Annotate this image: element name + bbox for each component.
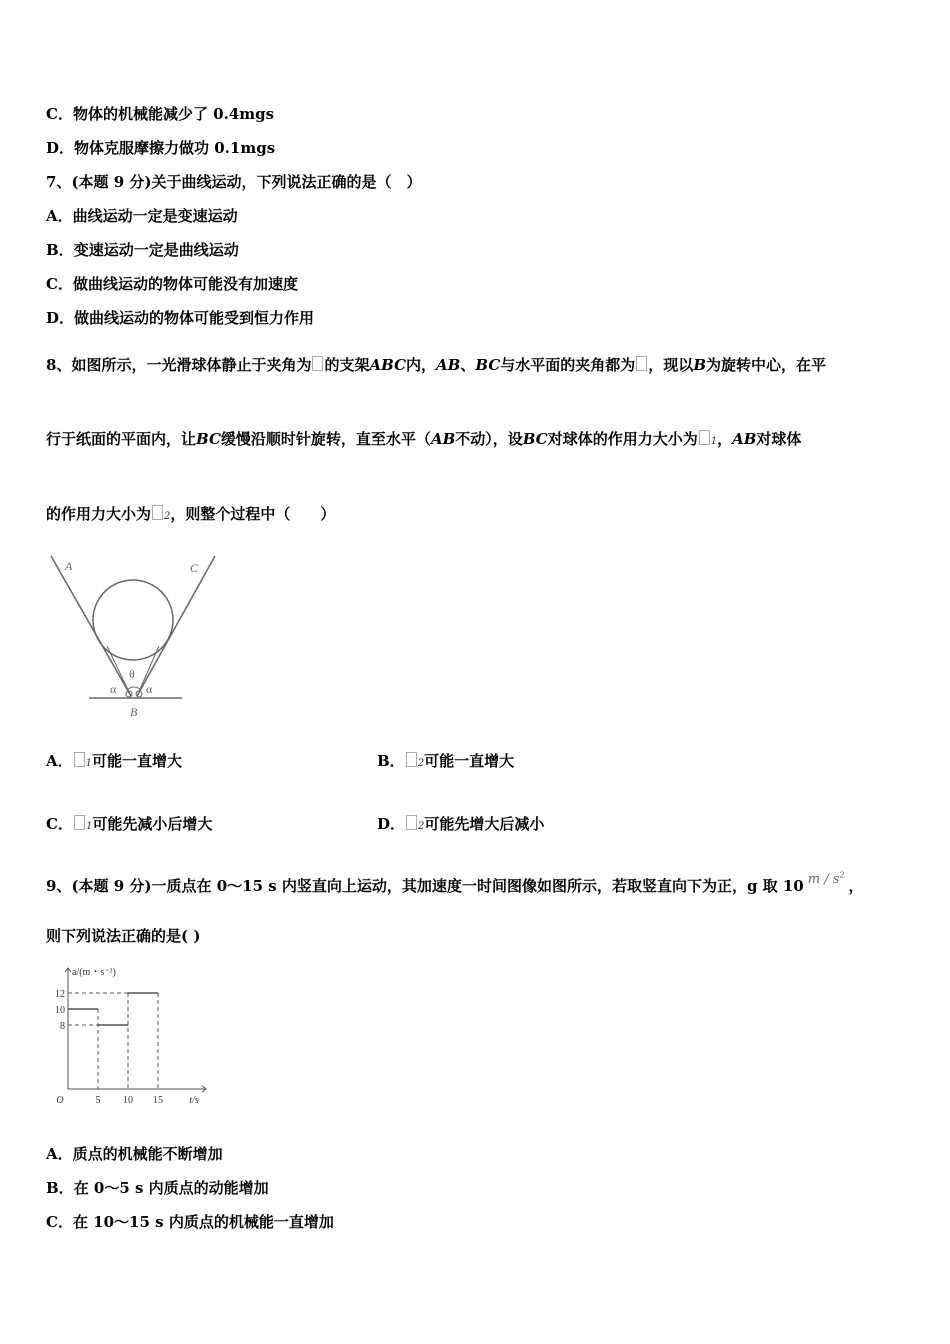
q7-stem: 7、(本题 9 分)关于曲线运动，下列说法正确的是（ ） [46,173,422,191]
q8-stem-line3: 的作用力大小为 2，则整个过程中（ ） [46,505,336,523]
origin-label: O [56,1095,64,1106]
q9-acceleration-time-chart [46,962,226,1112]
label-a: A [65,559,73,573]
x-axis-label: t/s [189,1095,199,1106]
angle-arc [127,687,141,690]
arm-ab [51,556,131,696]
q7-option-d: D．做曲线运动的物体可能受到恒力作用 [46,309,315,327]
y-tick-label: 10 [55,1005,65,1016]
q9-option-a: A．质点的机械能不断增加 [46,1145,223,1163]
label-theta: θ [129,667,135,681]
q8-stem-line1: 8、如图所示，一光滑球体静止于夹角为 的支架ABC内，AB、BC与水平面的夹角都为 ，现以B为旋转中心，在平 [46,356,827,374]
y-tick-label: 8 [60,1021,65,1032]
y-axis-label: a/(m・s⁻²) [72,967,116,978]
q9-option-c: C．在 10～15 s 内质点的机械能一直增加 [46,1213,334,1231]
q8-option-d: D． 2可能先增大后减小 [377,815,545,833]
formula-placeholder-icon [636,356,647,371]
q7-option-a: A．曲线运动一定是变速运动 [46,207,238,225]
y-tick-label: 12 [55,989,65,1000]
q9-stem-line2: 则下列说法正确的是( ) [46,927,201,945]
q8-option-b: B． 2可能一直增大 [377,752,515,770]
formula-placeholder-icon [74,752,85,767]
ball [93,580,173,660]
q6-option-c: C．物体的机械能减少了 0.4mgs [46,105,275,123]
label-alpha-left: α [110,682,117,696]
unit-m-per-s2: m / $s^2$ [807,870,845,887]
q7-option-c: C．做曲线运动的物体可能没有加速度 [46,275,298,293]
q7-option-b: B．变速运动一定是曲线运动 [46,241,239,259]
q8-option-c: C． 1可能先减小后增大 [46,815,213,833]
formula-placeholder-icon [312,356,323,371]
label-alpha-right: α [146,682,153,696]
q9-stem-line1: 9、(本题 9 分)一质点在 0～15 s 内竖直向上运动，其加速度一时间图像如图所示，若取竖直向下为正，g 取 10 m / $s^2$， [46,870,864,895]
arm-bc [137,556,215,696]
x-tick-label: 15 [153,1095,163,1106]
formula-placeholder-icon [74,815,85,830]
q8-option-a: A． 1可能一直增大 [46,752,183,770]
q8-stem-line2: 行于纸面的平面内，让BC缓慢沿顺时针旋转，直至水平（AB不动），设BC对球体的作用力大小为 1，AB对球体 [46,430,802,448]
q6-option-d: D．物体克服摩擦力做功 0.1mgs [46,139,276,157]
x-tick-label: 5 [95,1095,101,1106]
q9-option-b: B．在 0～5 s 内质点的动能增加 [46,1179,269,1197]
q8-support-figure [45,550,220,722]
formula-placeholder-icon [699,430,710,445]
label-c: C [190,561,199,575]
formula-placeholder-icon [406,815,417,830]
formula-placeholder-icon [152,505,163,520]
x-tick-label: 10 [123,1095,133,1106]
label-b: B [130,705,138,719]
formula-placeholder-icon [406,752,417,767]
